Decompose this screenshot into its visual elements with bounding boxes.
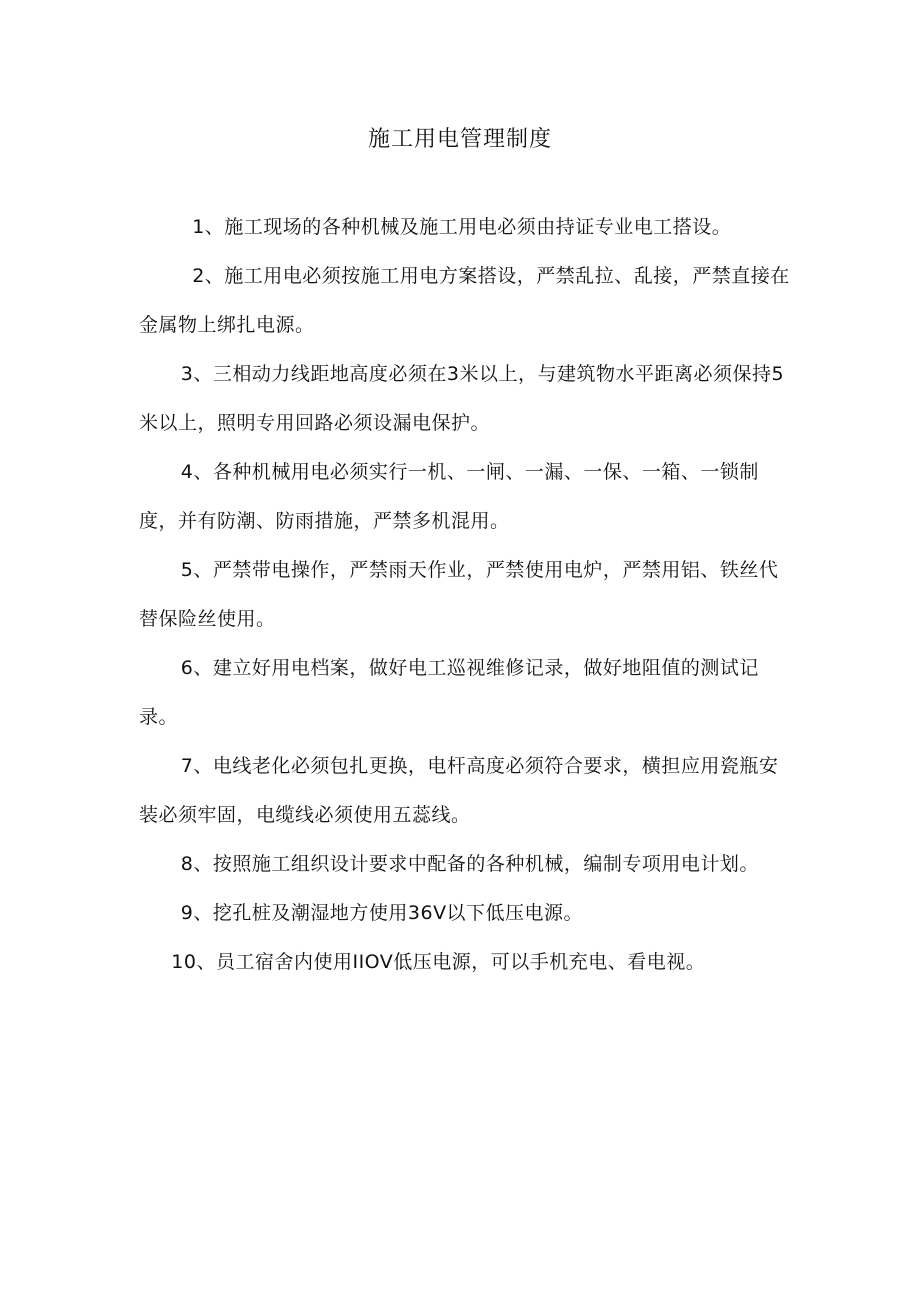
rules-list (139, 203, 794, 987)
rule-item-2: 2、施工用电必须按施工用电方案搭设，严禁乱拉、乱接，严禁直接在金属物上绑扎电源。 (139, 265, 790, 336)
rule-item-3: 3、三相动力线距地高度必须在3米以上，与建筑物水平距离必须保持5米以上，照明专用回路必须设漏电保护。 (139, 363, 785, 434)
rule-item-1: 1、施工现场的各种机械及施工用电必须由持证专业电工搭设。 (192, 216, 732, 238)
rule-item-5: 5、严禁带电操作，严禁雨天作业，严禁使用电炉，严禁用铝、铁丝代替保险丝使用。 (139, 559, 779, 630)
rule-item-7: 7、电线老化必须包扎更换，电杆高度必须符合要求，横担应用瓷瓶安装必须牢固，电缆线必须使用五蕊线。 (139, 755, 779, 826)
rule-item-8: 8、按照施工组织设计要求中配备的各种机械，编制专项用电计划。 (180, 853, 759, 875)
rule-item-6: 6、建立好用电档案，做好电工巡视维修记录，做好地阻值的测试记录。 (139, 657, 759, 728)
rule-item-10: 10、员工宿舍内使用IIOV低压电源，可以手机充电、看电视。 (171, 951, 706, 973)
rule-item-4: 4、各种机械用电必须实行一机、一闸、一漏、一保、一箱、一锁制度，并有防潮、防雨措施，严禁多机混用。 (139, 461, 759, 532)
document-title: 施工用电管理制度 (367, 127, 552, 152)
rule-item-9: 9、挖孔桩及潮湿地方使用36V以下低压电源。 (180, 902, 584, 924)
